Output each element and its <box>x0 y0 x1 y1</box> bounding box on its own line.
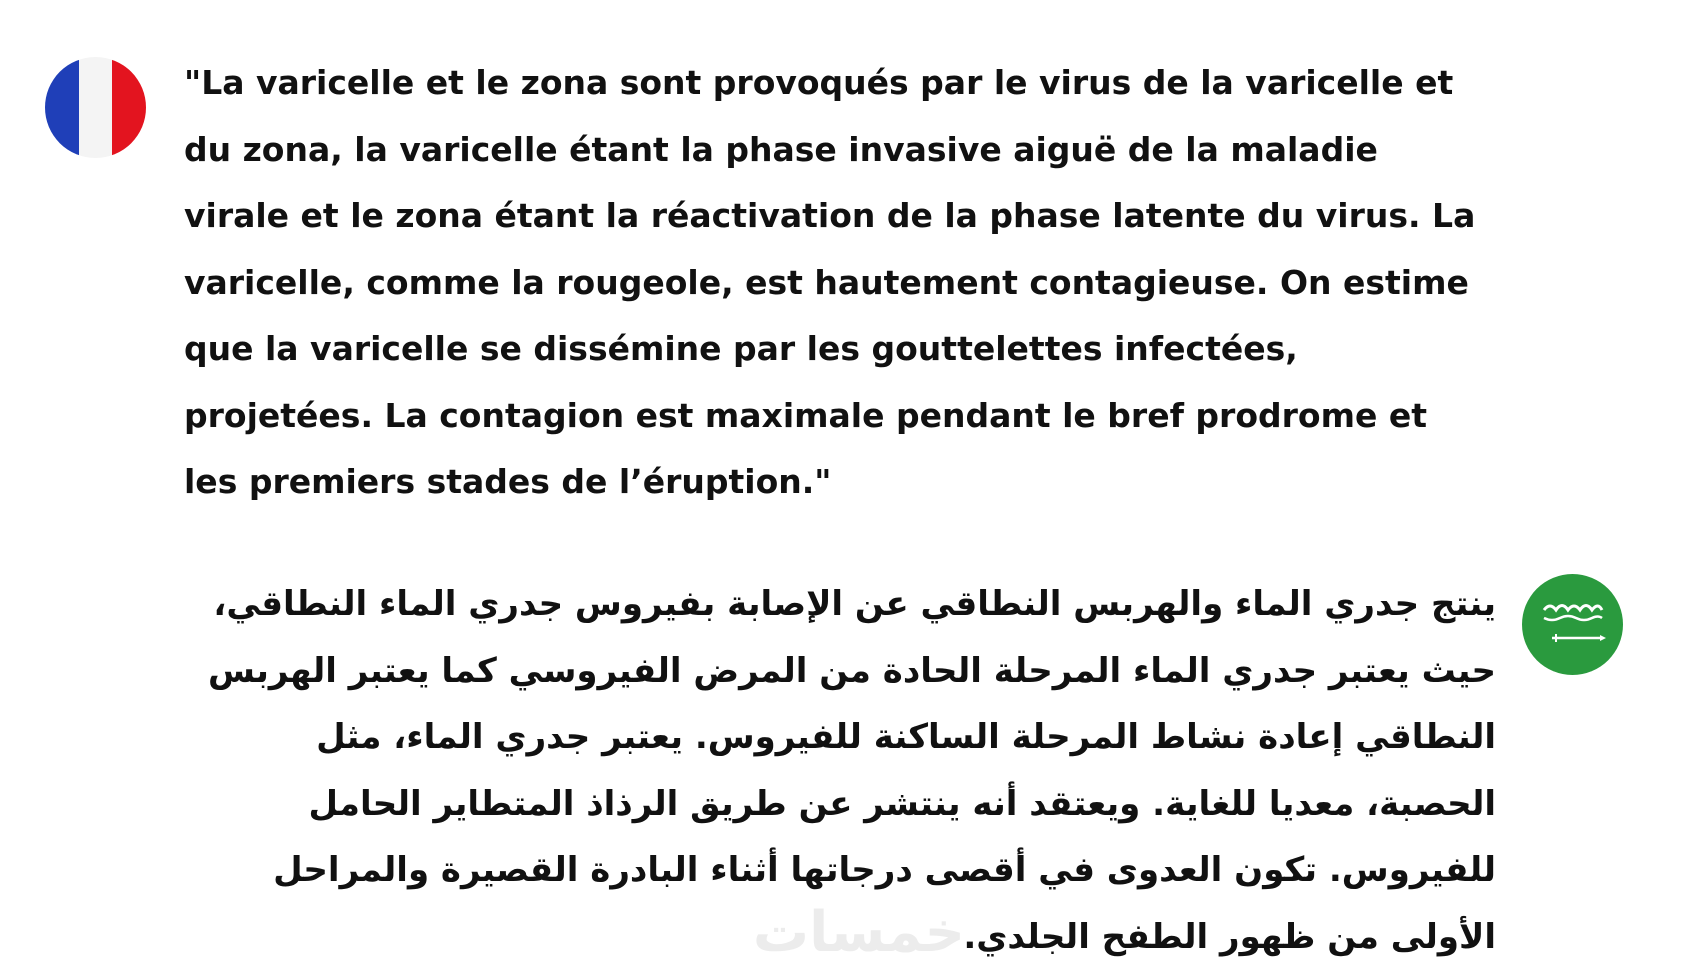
flag-blue-stripe <box>45 57 79 158</box>
flag-white-stripe <box>79 57 113 158</box>
site-watermark: خمسات <box>752 900 965 965</box>
france-flag-icon <box>45 57 146 158</box>
saudi-arabia-flag-icon <box>1522 574 1623 675</box>
saudi-flag-emblem <box>1522 574 1623 675</box>
arabic-paragraph: ينتج جدري الماء والهربس النطاقي عن الإصابة بفيروس جدري الماء النطاقي، حيث يعتبر جدري الماء المرحلة الحادة من المرض الفيروسي كما يعتبر الهربس النطاقي إعادة نشاط المرحلة الساكنة للفيروس. يعتبر جدري الماء، مثل الحصبة، معديا للغاية. ويعتقد أنه ينتشر عن طريق الرذاذ المتطاير الحامل للفيروس. تكون العدوى في أقصى درجاتها أثناء البادرة القصيرة والمراحل الأولى من ظهور الطفح الجلدي. <box>208 584 1496 957</box>
flag-red-stripe <box>112 57 146 158</box>
french-paragraph: "La varicelle et le zona sont provoqués par le virus de la varicelle et du zona, la varicelle étant la phase invasive aiguë de la maladie virale et le zona étant la réactivation de la phase latente du virus. La varicelle, comme la rougeole, est hautement contagieuse. On estime que la varicelle se dissémine par les gouttelettes infectées, projetées. La contagion est maximale pendant le bref prodrome et les premiers stades de l’éruption." <box>184 63 1476 501</box>
